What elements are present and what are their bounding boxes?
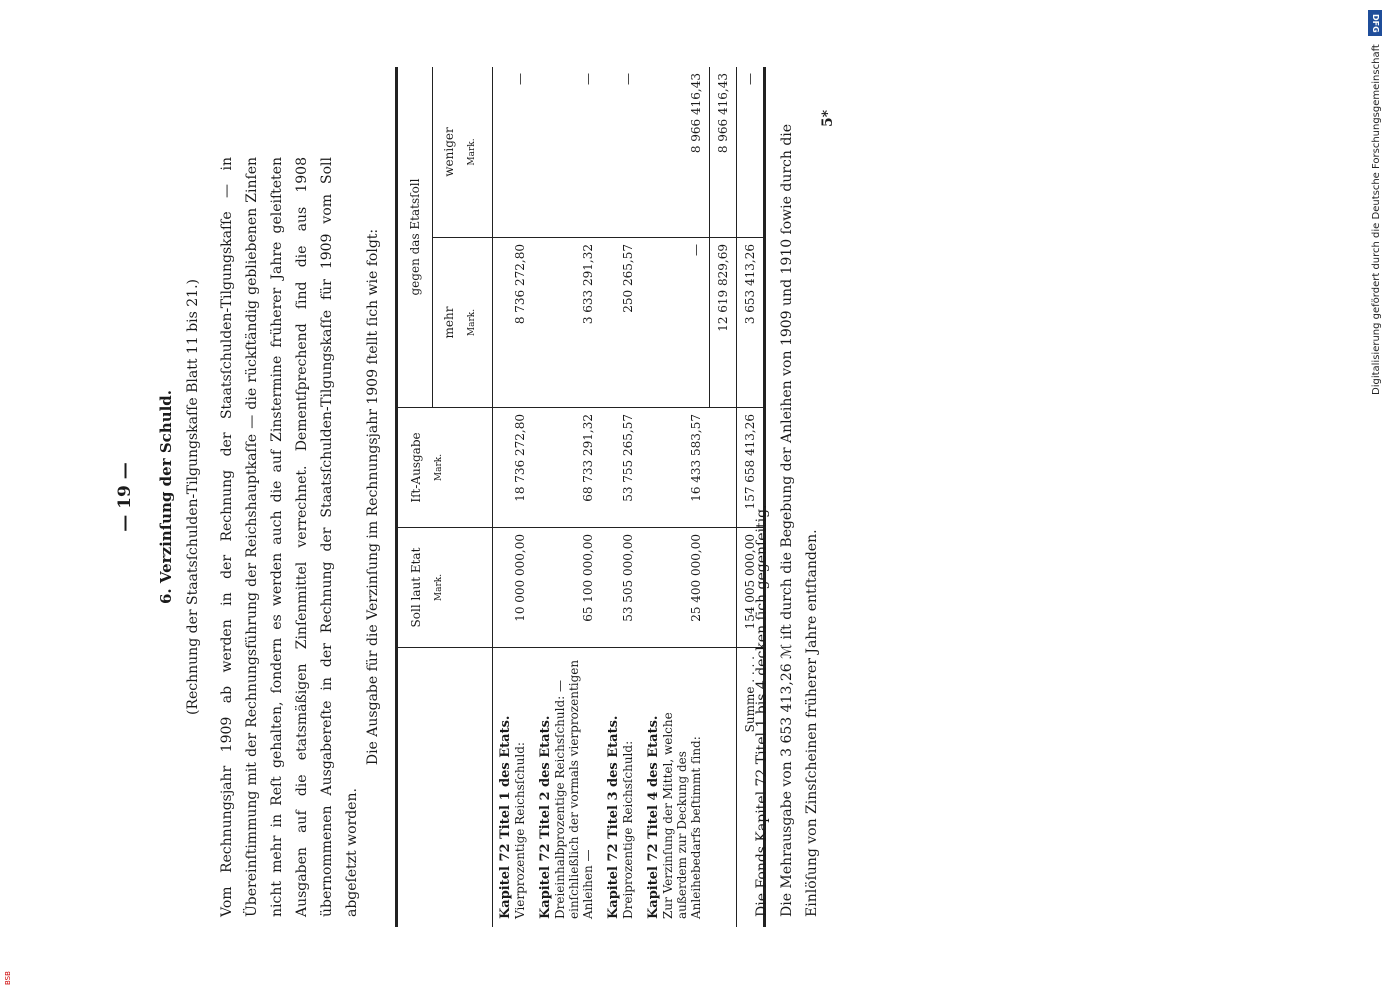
- footer-line-1: Die Fonds Kapitel 72 Titel 1 bis 4 decken ſich gegenſeitig.: [754, 504, 770, 917]
- bsb-mark: BSB: [4, 971, 12, 985]
- header-group: gegen das Etatsſoll mehr Mark. weniger Mark.: [398, 67, 492, 407]
- rotated-page: [115, 73, 1075, 927]
- table-row: Kapitel 72 Titel 4 des Etats. Zur Verzinſung der Mittel, welche außerdem zur Deckung des Anleihebedarfs beſtimmt ſind: 25 400 000,00 16 433 583,57 — 8 966 416,43: [641, 67, 709, 927]
- table-row: Kapitel 72 Titel 2 des Etats. Dreieinhalbprozentige Reichsſchuld: — einſchließlich der vormals vierprozentigen Anleihen — 65 100 000,00 68 733 291,32 3 633 291,32 —: [533, 67, 601, 927]
- table-intro: Die Ausgabe für die Verzinſung im Rechnungsjahr 1909 ſtellt ſich wie folgt:: [365, 228, 381, 766]
- page-signature: 5*: [820, 109, 836, 127]
- subtotal-row: 12 619 829,69 8 966 416,43: [709, 67, 736, 927]
- dfg-logo: DFG: [1368, 10, 1382, 36]
- interest-table: [395, 67, 766, 927]
- table-row: Kapitel 72 Titel 1 des Etats. Vierprozentige Reichsſchuld: 10 000 000,00 18 736 272,80 8 736 272,80 —: [493, 67, 533, 927]
- footer-text: [750, 77, 825, 917]
- page-number: — 19 —: [115, 462, 135, 532]
- section-title: 6. Verzinſung der Schuld.: [157, 389, 175, 605]
- header-weniger: weniger Mark.: [442, 127, 477, 177]
- footer-line-2: Die Mehrausgabe von 3 653 413,26 ℳ iſt durch die Begebung der Anleihen von 1909 und 1910 ſowie durch die Einlöſung von Zinsſcheinen früherer Jahre entſtanden.: [779, 123, 820, 917]
- table-header: [398, 67, 493, 927]
- header-mehr: mehr Mark.: [433, 237, 493, 407]
- credit-text: Digitalisierung gefördert durch die Deutsche Forschungsgemeinschaft: [1371, 44, 1382, 395]
- sum-row: Summe . . . . 154 005 000,00 157 658 413,26 3 653 413,26 —: [736, 67, 763, 927]
- body-paragraph: Vom Rechnungsjahr 1909 ab werden in der Rechnung der Staatsſchulden-Tilgungskaſſe — in Übereinſtimmung mit der Rechnungsführung der Reichshauptkaſſe — die rückſtändig gebliebenen Zinſen nicht mehr in Reſt gehalten, ſondern es werden auch die auf Zinstermine früherer Jahre geleiſteten Ausgaben auf die etatsmäßigen Zinſenmittel verrechnet. Dementſprechend ſind die aus 1908 übernommenen Ausgabereſte in der Rechnung der Staatsſchulden-Tilgungskaſſe für 1909 vom Soll abgeſetzt worden.: [219, 157, 360, 917]
- header-ist: Iſt-Ausgabe Mark.: [398, 407, 492, 527]
- table-row: Kapitel 72 Titel 3 des Etats. Dreiprozentige Reichsſchuld: 53 505 000,00 53 755 265,57 250 265,57 —: [601, 67, 641, 927]
- section-subtitle: (Rechnung der Staatsſchulden-Tilgungskaſſe Blatt 11 bis 21.): [185, 279, 201, 715]
- header-label-cell: [398, 647, 492, 927]
- header-soll: Soll laut Etat Mark.: [398, 527, 492, 647]
